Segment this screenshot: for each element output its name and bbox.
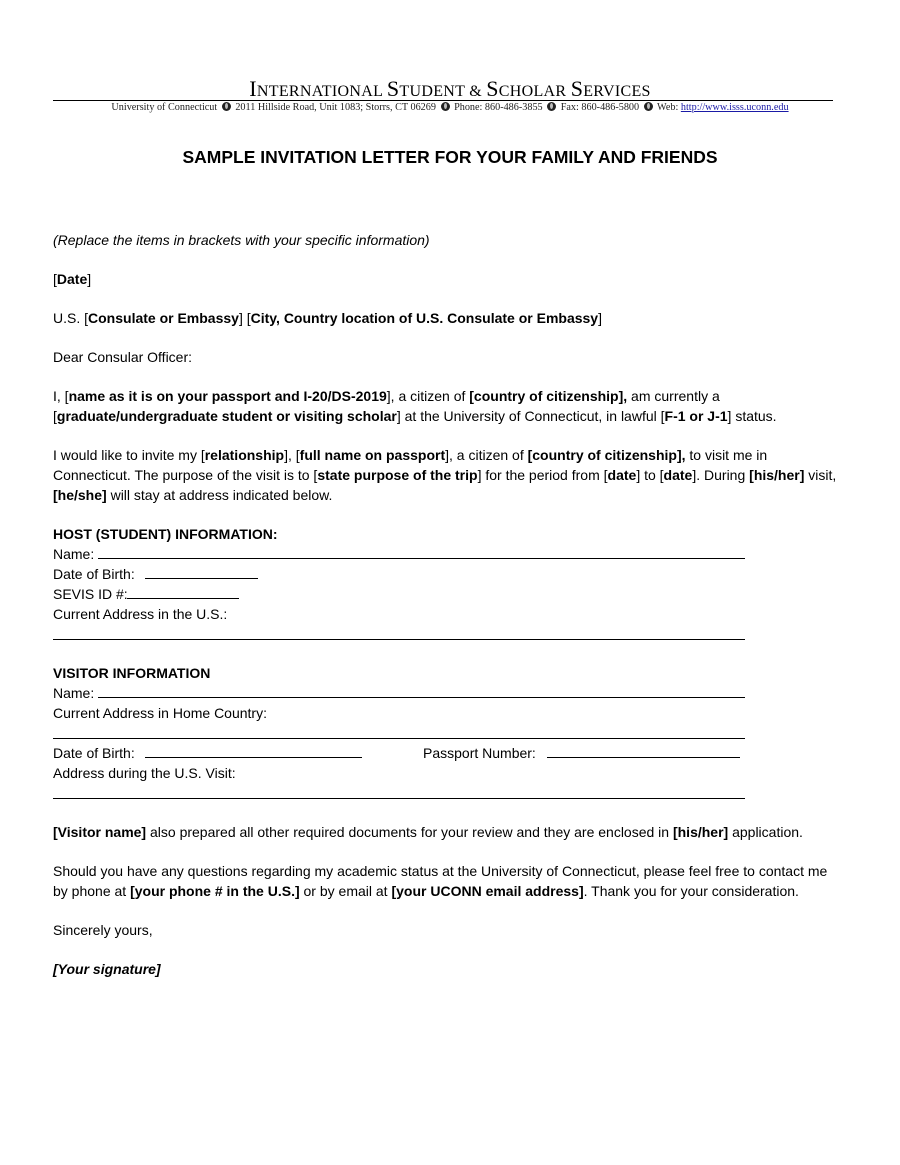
globe-icon xyxy=(222,102,231,111)
globe-icon xyxy=(547,102,556,111)
host-dob-blank[interactable] xyxy=(145,564,258,579)
date-line: [Date] xyxy=(53,271,92,287)
signature-placeholder: [Your signature] xyxy=(53,961,161,977)
consulate-line: U.S. [Consulate or Embassy] [City, Country location of U.S. Consulate or Embassy] xyxy=(53,310,602,326)
visitor-home-address-label: Current Address in Home Country: xyxy=(53,705,267,721)
visitor-dob-passport-row: Date of Birth: Passport Number: xyxy=(53,743,843,763)
instruction-text: (Replace the items in brackets with your specific information) xyxy=(53,232,430,248)
visitor-info-heading: VISITOR INFORMATION xyxy=(53,665,211,681)
host-sevis-field[interactable]: SEVIS ID #: xyxy=(53,584,843,604)
visitor-name-blank[interactable] xyxy=(98,683,745,698)
page-title: SAMPLE INVITATION LETTER FOR YOUR FAMILY AND FRIENDS xyxy=(182,147,718,167)
visitor-us-address-blank[interactable] xyxy=(53,783,843,803)
host-name-field[interactable]: Name: xyxy=(53,544,843,564)
visitor-dob-blank[interactable] xyxy=(145,743,362,758)
website-link[interactable]: http://www.isss.uconn.edu xyxy=(680,102,789,113)
office-title: INTERNATIONAL STUDENT & SCHOLAR SERVICES xyxy=(249,76,651,101)
paragraph-documents: [Visitor name] also prepared all other required documents for your review and they are enclosed in [his/her] application. xyxy=(53,824,803,840)
salutation: Dear Consular Officer: xyxy=(53,349,193,365)
host-info-heading: HOST (STUDENT) INFORMATION: xyxy=(53,526,278,542)
header-divider xyxy=(53,100,833,101)
visitor-name-field[interactable]: Name: xyxy=(53,683,843,703)
paragraph-student-status: I, [name as it is on your passport and I-20/DS-2019], a citizen of [country of citizenship], am currently a [graduate/undergraduate student or visiting scholar] at the University of Connecticut, in lawful [F-1 or J-1] status. xyxy=(53,388,777,424)
host-dob-field[interactable]: Date of Birth: xyxy=(53,564,843,584)
closing: Sincerely yours, xyxy=(53,922,153,938)
paragraph-invitation: I would like to invite my [relationship], [full name on passport], a citizen of [country of citizenship], to visit me in Connecticut. The purpose of the visit is to [state purpose of the trip] for the period from [date] to [date]. During [his/her] visit, [he/she] will stay at address indicated below. xyxy=(53,447,837,503)
globe-icon xyxy=(441,102,450,111)
contact-line: University of Connecticut 2011 Hillside Road, Unit 1083; Storrs, CT 06269 Phone: 860-486-3855 Fax: 860-486-5800 Web: http://www.isss.uconn.edu xyxy=(111,102,789,113)
host-sevis-blank[interactable] xyxy=(127,584,239,599)
visitor-passport-blank[interactable] xyxy=(547,743,740,758)
globe-icon xyxy=(644,102,653,111)
visitor-us-address-label: Address during the U.S. Visit: xyxy=(53,765,236,781)
visitor-home-address-blank[interactable] xyxy=(53,723,843,743)
paragraph-contact: Should you have any questions regarding my academic status at the University of Connecticut, please feel free to contact me by phone at [your phone # in the U.S.] or by email at [your UCONN email address]. Thank you for your consideration. xyxy=(53,863,828,899)
host-address-label: Current Address in the U.S.: xyxy=(53,606,228,622)
letter-body xyxy=(53,230,843,979)
host-name-blank[interactable] xyxy=(98,544,745,559)
host-address-blank[interactable] xyxy=(53,624,843,644)
